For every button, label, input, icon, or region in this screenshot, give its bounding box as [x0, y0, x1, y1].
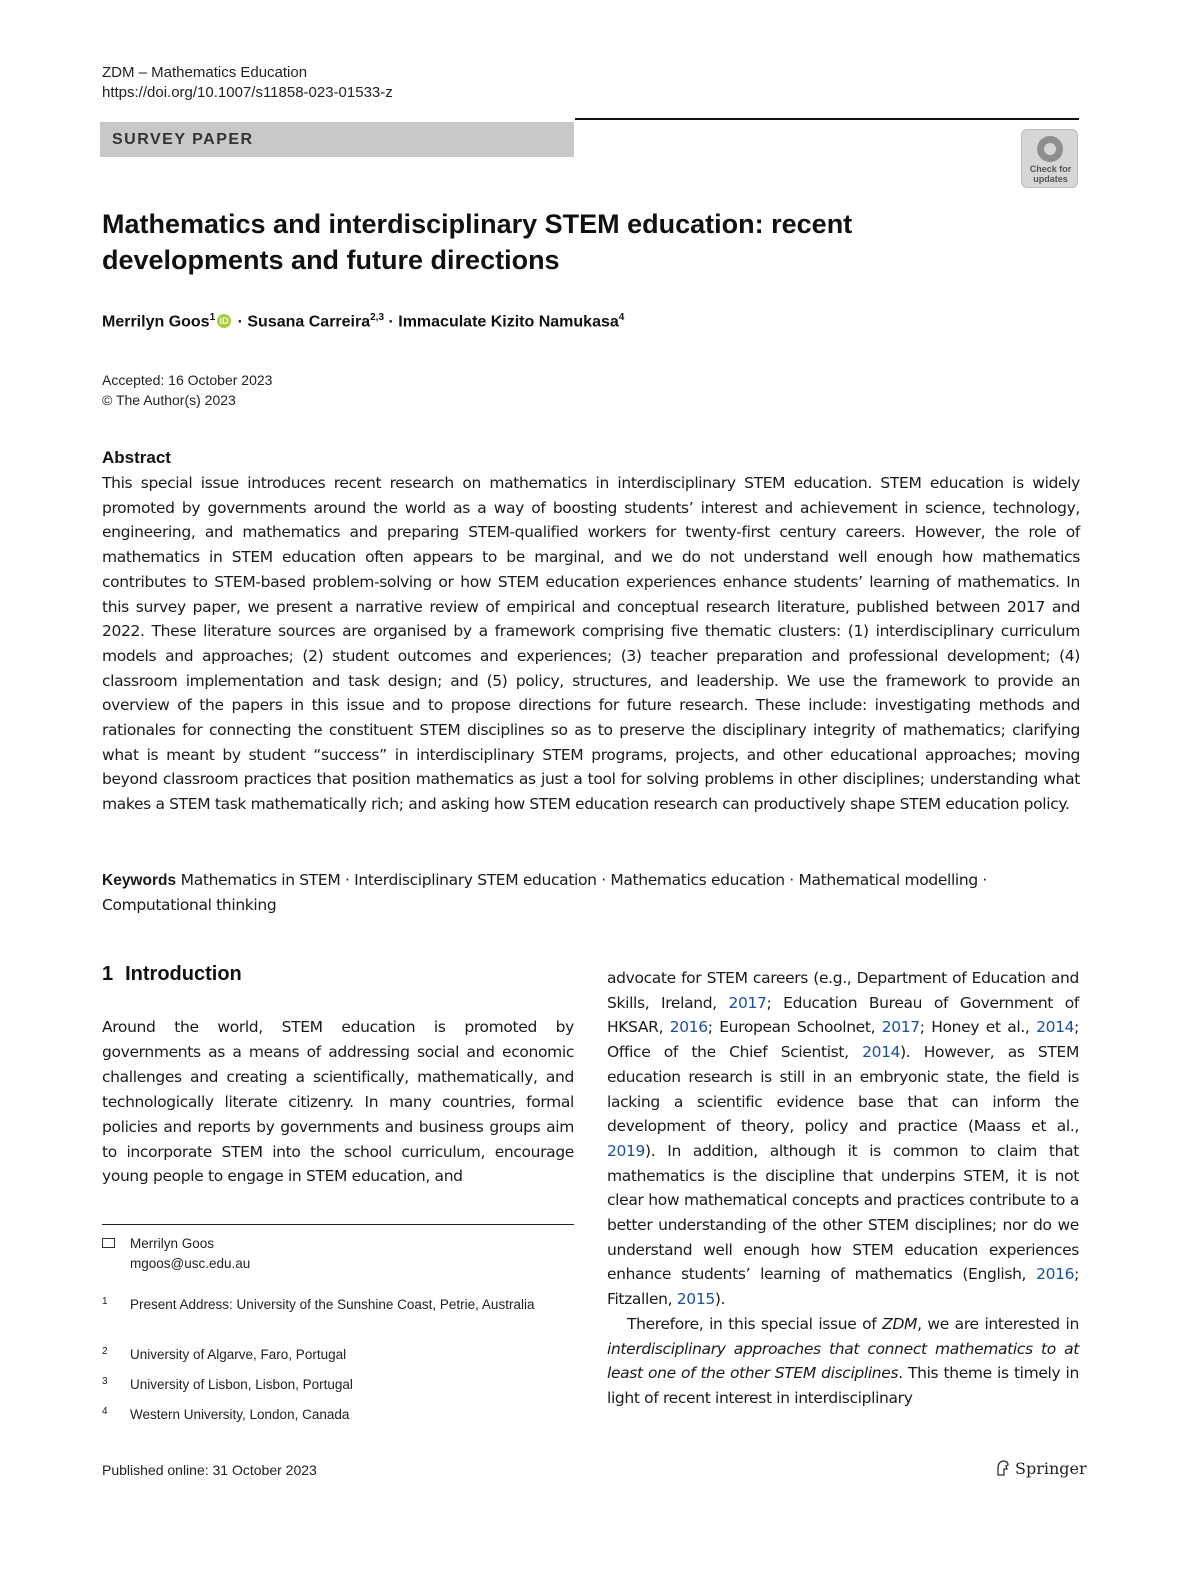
- abstract-text: This special issue introduces recent research on mathematics in interdisciplinary STEM education. STEM education is widely promoted by governments around the world as a way of boosting students’ interest and achievement in science, technology, engineering, and mathematics and preparing STEM-qualified workers for twenty-first century careers. However, the role of mathematics in STEM education often appears to be marginal, and we do not understand well enough how mathematics contributes to STEM-based problem-solving or how STEM education experiences enhance students’ learning of mathematics. In this survey paper, we present a narrative review of empirical and conceptual research literature, published between 2017 and 2022. These literature sources are organised by a framework comprising five thematic clusters: (1) interdisciplinary curriculum models and approaches; (2) student outcomes and experiences; (3) teacher preparation and professional development; (4) classroom implementation and task design; and (5) policy, structures, and leadership. We use the framework to provide an overview of the papers in this issue and to propose directions for future research. These include: investigating methods and rationales for connecting the constituent STEM disciplines so as to preserve the disciplinary integrity of mathematics; clarifying what is meant by student “success” in interdisciplinary STEM programs, projects, and other educational approaches; moving beyond classroom practices that position mathematics as just a tool for solving problems in other disciplines; understanding what makes a STEM task mathematically rich; and asking how STEM education research can productively shape STEM education policy.: [102, 474, 1080, 814]
- affiliation-text: University of Lisbon, Lisbon, Portugal: [130, 1377, 353, 1392]
- mail-icon: [102, 1238, 115, 1248]
- citation-link[interactable]: 2019: [607, 1141, 646, 1160]
- keywords: [102, 868, 1080, 918]
- journal-ref: ZDM: [882, 1314, 918, 1333]
- doi-link[interactable]: https://doi.org/10.1007/s11858-023-01533-z: [102, 84, 393, 101]
- footnote-rule: [102, 1224, 574, 1225]
- check-updates-line1: Check for: [1029, 164, 1072, 174]
- keywords-label: Keywords: [102, 872, 177, 889]
- accepted-date: Accepted: 16 October 2023: [102, 372, 273, 388]
- orcid-icon[interactable]: iD: [217, 314, 231, 328]
- corresponding-name: Merrilyn Goos: [130, 1236, 215, 1251]
- emphasis-text: interdisciplinary approaches that connect mathematics to at least one of the other STEM disciplines: [607, 1339, 1079, 1383]
- affiliation-text: Present Address: University of the Sunshine Coast, Petrie, Australia: [130, 1297, 535, 1312]
- corresponding-email[interactable]: mgoos@usc.edu.au: [130, 1256, 251, 1271]
- crossmark-icon: [1037, 136, 1063, 162]
- section-heading: [102, 963, 242, 986]
- intro-paragraph: advocate for STEM careers (e.g., Department of Education and Skills, Ireland, 2017; Education Bureau of Government of HKSAR, 2016; European Schoolnet, 2017; Honey et al., 2014; Office of the Chief Scientist, 2014). However, as STEM education research is still in an embryonic state, the field is lacking a scientific evidence base that can inform the development of theory, policy and practice (Maass et al., 2019). In addition, although it is common to claim that mathematics is the discipline that underpins STEM, it is not clear how mathematical concepts and practices contribute to a better understanding of the other STEM disciplines; nor do we understand well enough how STEM education experiences enhance students’ learning of mathematics (English, 2016; Fitzallen, 2015).: [607, 969, 1080, 1309]
- author-affiliation: 2,3: [370, 312, 385, 323]
- affiliation-number: 2: [102, 1346, 108, 1357]
- affiliation-text: Western University, London, Canada: [130, 1407, 350, 1422]
- citation-link[interactable]: 2014: [1036, 1018, 1075, 1037]
- journal-name: ZDM – Mathematics Education: [102, 64, 308, 81]
- abstract-heading: Abstract: [102, 448, 171, 467]
- citation-link[interactable]: 2014: [862, 1043, 901, 1062]
- citation-link[interactable]: 2016: [669, 1018, 708, 1037]
- section-number: 1: [102, 963, 114, 985]
- author-affiliation: 1: [209, 312, 216, 323]
- author-separator: ·: [388, 313, 394, 331]
- author-name[interactable]: Merrilyn Goos: [102, 313, 210, 331]
- author-affiliation: 4: [618, 312, 625, 323]
- affiliation-number: 1: [102, 1296, 108, 1307]
- copyright-notice: © The Author(s) 2023: [102, 392, 236, 408]
- intro-left-paragraph: Around the world, STEM education is promoted by governments as a means of addressing social and economic challenges and creating a scientifically, mathematically, and technologically literate citizenry. In many countries, formal policies and reports by governments and business groups aim to incorporate STEM into the school curriculum, encourage young people to engage in STEM education, and: [102, 1018, 574, 1186]
- published-online: Published online: 31 October 2023: [102, 1462, 317, 1478]
- section-title: Introduction: [125, 963, 242, 985]
- article-type-banner: SURVEY PAPER: [100, 122, 574, 157]
- citation-link[interactable]: 2016: [1036, 1265, 1075, 1284]
- corresponding-author: [130, 1234, 250, 1274]
- publisher-name: Springer: [1015, 1459, 1087, 1478]
- citation-link[interactable]: 2017: [728, 993, 767, 1012]
- publisher-logo: [995, 1459, 1087, 1478]
- springer-horse-icon: [995, 1459, 1011, 1477]
- author-name[interactable]: Susana Carreira: [247, 313, 371, 331]
- intro-paragraph: Therefore, in this special issue of ZDM, we are interested in interdisciplinary approaches that connect mathematics to at least one of the other STEM disciplines. This theme is timely in light of recent interest in interdisciplinary: [607, 1314, 1079, 1407]
- affiliation-number: 3: [102, 1376, 108, 1387]
- affiliation-text: University of Algarve, Faro, Portugal: [130, 1347, 347, 1362]
- author-separator: ·: [237, 313, 243, 331]
- keywords-text: Mathematics in STEM · Interdisciplinary STEM education · Mathematics education · Mathematical modelling · Computational thinking: [102, 871, 987, 914]
- intro-right-column: [607, 966, 1079, 1411]
- check-for-updates-badge[interactable]: [1021, 129, 1078, 188]
- check-updates-line2: updates: [1033, 174, 1068, 184]
- article-title: Mathematics and interdisciplinary STEM education: recent developments and future directions: [102, 209, 853, 275]
- header-rule: [575, 118, 1079, 120]
- citation-link[interactable]: 2015: [676, 1290, 715, 1309]
- author-name[interactable]: Immaculate Kizito Namukasa: [398, 313, 619, 331]
- author-list: [102, 312, 624, 331]
- article-dates: [102, 370, 272, 410]
- citation-link[interactable]: 2017: [881, 1018, 920, 1037]
- affiliation-number: 4: [102, 1406, 108, 1417]
